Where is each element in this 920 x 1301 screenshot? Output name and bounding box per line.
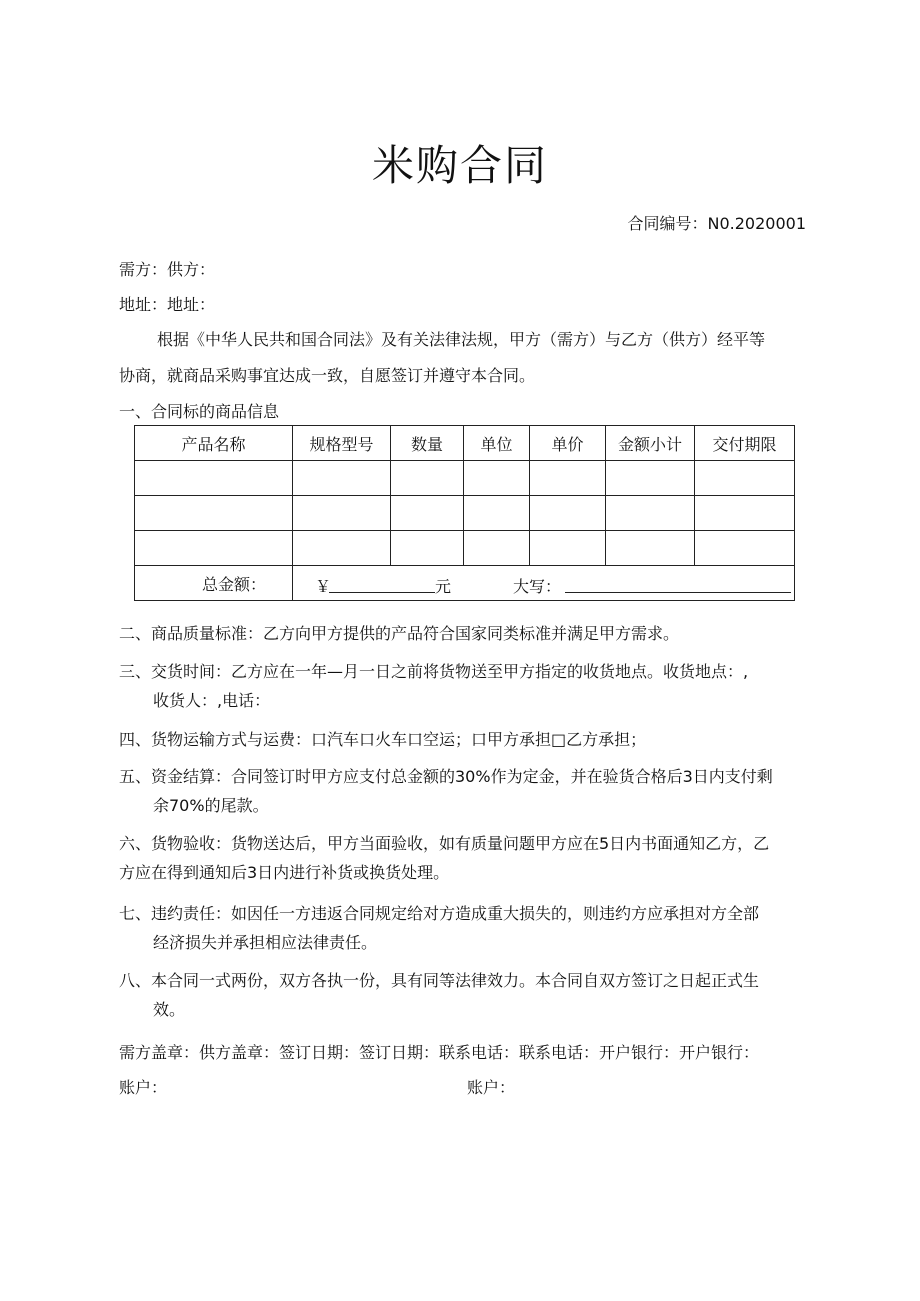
clause-8-line-1: 八、本合同一式两份，双方各执一份，具有同等法律效力。本合同自双方签订之日起正式生 <box>119 971 760 990</box>
clause-5-line-1: 五、资金结算：合同签订时甲方应支付总金额的30%作为定金，并在验货合格后3日内支付剩 <box>119 767 773 786</box>
page-title: 米购合同 <box>371 141 548 190</box>
parties-line: 需方：供方： <box>119 260 216 279</box>
table-row <box>135 531 795 566</box>
table-cell[interactable] <box>606 531 695 566</box>
table-cell[interactable] <box>293 461 391 496</box>
clause-4: 四、货物运输方式与运费：口汽车口火车口空运；口甲方承担□乙方承担； <box>119 730 647 749</box>
clause-2: 二、商品质量标准：乙方向甲方提供的产品符合国家同类标准并满足甲方需求。 <box>119 624 680 643</box>
account-left: 账户： <box>119 1078 168 1097</box>
daxie-label: 大写： <box>513 577 562 596</box>
clause-7-line-2: 经济损失并承担相应法律责任。 <box>153 933 378 952</box>
intro-paragraph-line-2: 协商，就商品采购事宜达成一致，自愿签订并遵守本合同。 <box>119 366 536 385</box>
clause-3-line-1: 三、交货时间：乙方应在一年—月一日之前将货物送至甲方指定的收货地点。收货地点：, <box>119 662 749 681</box>
clause-7-line-1: 七、违约责任：如因任一方违返合同规定给对方造成重大损失的，则违约方应承担对方全部 <box>119 904 760 923</box>
table-cell[interactable] <box>695 531 795 566</box>
header-unit-price: 单价 <box>530 426 606 461</box>
clause-5-line-2: 余70%的尾款。 <box>153 796 269 815</box>
signature-line: 需方盖章：供方盖章：签订日期：签订日期：联系电话：联系电话：开户银行：开户银行： <box>119 1043 760 1062</box>
clause-6-line-2: 方应在得到通知后3日内进行补货或换货处理。 <box>119 863 450 882</box>
intro-paragraph-line-1: 根据《中华人民共和国合同法》及有关法律法规，甲方（需方）与乙方（供方）经平等 <box>157 330 766 349</box>
table-cell[interactable] <box>530 531 606 566</box>
clause-6-line-1: 六、货物验收：货物送达后，甲方当面验收，如有质量问题甲方应在5日内书面通知乙方，乙 <box>119 834 770 853</box>
table-cell[interactable] <box>530 496 606 531</box>
currency-symbol: ￥ <box>315 577 332 596</box>
table-cell[interactable] <box>135 496 293 531</box>
table-cell[interactable] <box>606 496 695 531</box>
amount-field[interactable] <box>329 574 435 593</box>
goods-table <box>134 425 795 601</box>
section-1-heading: 一、合同标的商品信息 <box>119 402 280 421</box>
header-product-name: 产品名称 <box>135 426 293 461</box>
header-unit: 单位 <box>464 426 530 461</box>
table-cell[interactable] <box>530 461 606 496</box>
table-cell[interactable] <box>606 461 695 496</box>
table-cell[interactable] <box>135 461 293 496</box>
header-quantity: 数量 <box>391 426 464 461</box>
header-spec-model: 规格型号 <box>293 426 391 461</box>
clause-8-line-2: 效。 <box>153 1000 186 1019</box>
table-cell[interactable] <box>695 496 795 531</box>
table-cell[interactable] <box>464 461 530 496</box>
table-cell[interactable] <box>391 496 464 531</box>
table-cell[interactable] <box>135 531 293 566</box>
amount-in-words-field[interactable] <box>565 574 791 593</box>
table-row <box>135 461 795 496</box>
header-subtotal: 金额小计 <box>606 426 695 461</box>
table-cell[interactable] <box>391 531 464 566</box>
table-cell[interactable] <box>464 531 530 566</box>
total-amount-label: 总金额： <box>135 566 293 601</box>
table-cell[interactable] <box>391 461 464 496</box>
address-line: 地址：地址： <box>119 295 216 314</box>
contract-number: 合同编号：N0.2020001 <box>627 214 806 233</box>
clause-3-line-2: 收货人：,电话： <box>153 691 271 710</box>
total-row <box>135 566 795 601</box>
yuan-label: 元 <box>435 577 452 596</box>
table-cell[interactable] <box>695 461 795 496</box>
total-amount-cell <box>293 566 795 601</box>
table-cell[interactable] <box>464 496 530 531</box>
table-cell[interactable] <box>293 531 391 566</box>
header-delivery-term: 交付期限 <box>695 426 795 461</box>
table-header-row <box>135 426 795 461</box>
account-right: 账户： <box>467 1078 516 1097</box>
table-cell[interactable] <box>293 496 391 531</box>
table-row <box>135 496 795 531</box>
